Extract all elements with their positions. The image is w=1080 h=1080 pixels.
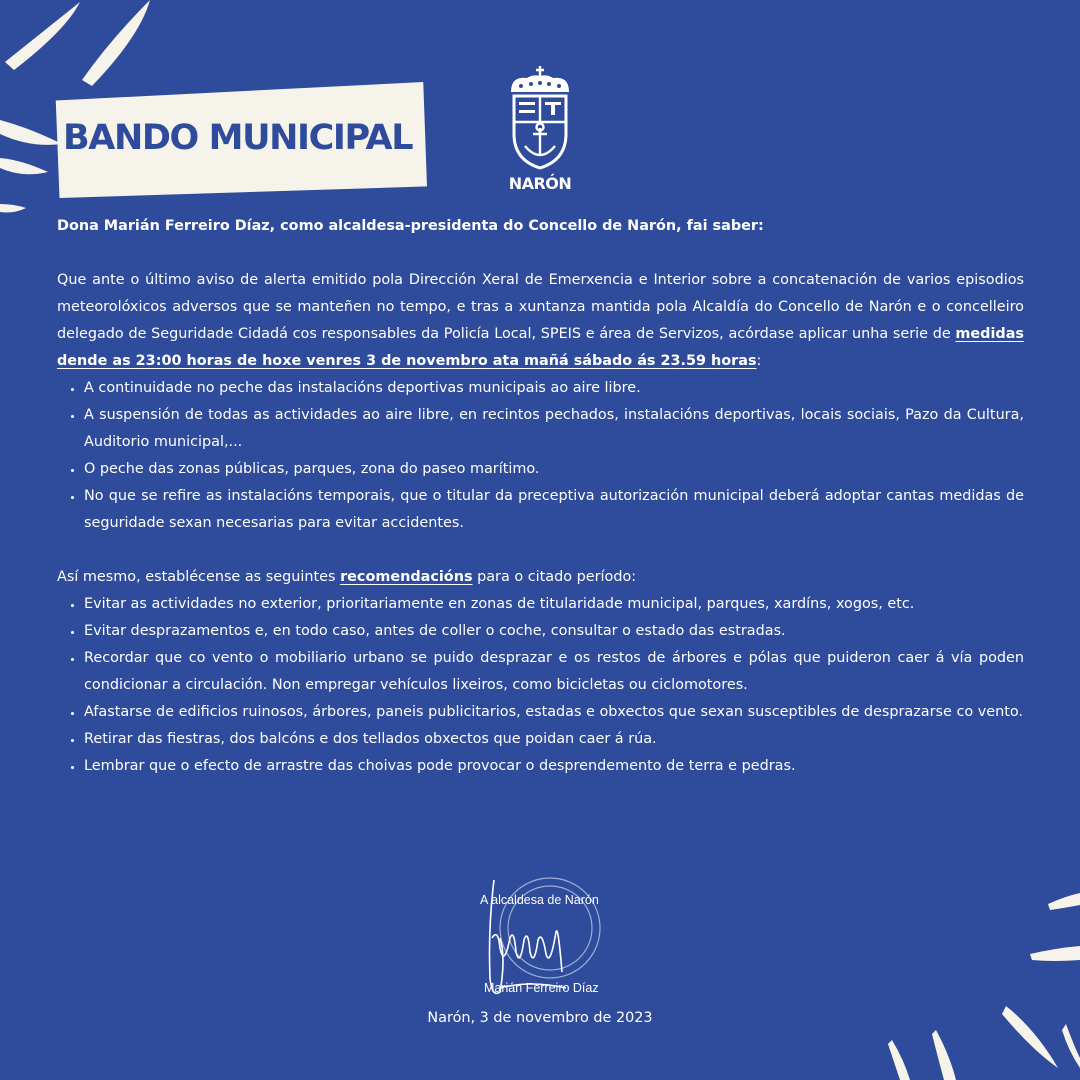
recommendations-intro-end: para o citado período: bbox=[472, 569, 637, 585]
page-title: BANDO MUNICIPAL bbox=[63, 118, 413, 158]
measures-paragraph bbox=[57, 267, 1024, 375]
recommendation-item: • Evitar as actividades no exterior, prioritariamente en zonas de titularidade municipal, parques, xardíns, xogos, etc. bbox=[84, 591, 1024, 618]
measures-period: medidas dende as 23:00 horas de hoxe venres 3 de novembro ata mañá sábado ás 23.59 horas bbox=[57, 326, 1024, 369]
recommendations-keyword: recomendacións bbox=[340, 569, 473, 585]
recommendation-item: • Retirar das fiestras, dos balcóns e dos tellados obxectos que poidan caer á rúa. bbox=[84, 726, 1024, 753]
recommendation-item: • Lembrar que o efecto de arrastre das choivas pode provocar o desprendemento de terra e pedras. bbox=[84, 753, 1024, 780]
bando-content bbox=[57, 213, 1024, 780]
logo-name: NARÓN bbox=[508, 174, 572, 193]
signature-name: Marián Ferreiro Díaz bbox=[484, 981, 599, 995]
measures-paragraph-end: : bbox=[756, 353, 762, 369]
signature-title: A alcaldesa de Narón bbox=[480, 893, 599, 907]
recommendations-paragraph bbox=[57, 564, 1024, 591]
measures-paragraph-text: Que ante o último aviso de alerta emitido pola Dirección Xeral de Emerxencia e Interior sobre a concatenación de varios episodios meteorolóxicos adversos que se manteñen no tempo, e tras a xuntanza mantida pola Alcaldía do Concello de Narón e o concelleiro delegado de Seguridade Cidadá cos responsables da Policía Local, SPEIS e área de Servizos, acórdase aplicar unha serie de bbox=[57, 272, 1024, 342]
document-date: Narón, 3 de novembro de 2023 bbox=[427, 1010, 653, 1026]
measures-list bbox=[57, 375, 1024, 537]
intro-text: Dona Marián Ferreiro Díaz, como alcaldesa-presidenta do Concello de Narón, fai saber: bbox=[57, 218, 764, 234]
measure-item: • A suspensión de todas as actividades ao aire libre, en recintos pechados, instalacións deportivas, locais sociais, Pazo da Cultura, Auditorio municipal,... bbox=[84, 402, 1024, 456]
recommendation-item: • Afastarse de edificios ruinosos, árbores, paneis publicitarios, estadas e obxectos que sexan susceptibles de desprazarse co vento. bbox=[84, 699, 1024, 726]
measure-item: • A continuidade no peche das instalacións deportivas municipais ao aire libre. bbox=[84, 375, 1024, 402]
coat-of-arms-logo bbox=[505, 64, 575, 174]
recommendations-list bbox=[57, 591, 1024, 780]
recommendation-item: • Recordar que co vento o mobiliario urbano se puido desprazar e os restos de árbores e pólas que puideron caer á vía poden condicionar a circulación. Non empregar vehículos lixeiros, como bicicletas ou ciclomotores. bbox=[84, 645, 1024, 699]
measure-item: • O peche das zonas públicas, parques, zona do paseo marítimo. bbox=[84, 456, 1024, 483]
recommendations-intro: Así mesmo, establécense as seguintes bbox=[57, 569, 341, 585]
measure-item: • No que se refire as instalacións temporais, que o titular da preceptiva autorización municipal deberá adoptar cantas medidas de seguridade sexan necesarias para evitar accidentes. bbox=[84, 483, 1024, 537]
recommendation-item: • Evitar desprazamentos e, en todo caso, antes de coller o coche, consultar o estado das estradas. bbox=[84, 618, 1024, 645]
